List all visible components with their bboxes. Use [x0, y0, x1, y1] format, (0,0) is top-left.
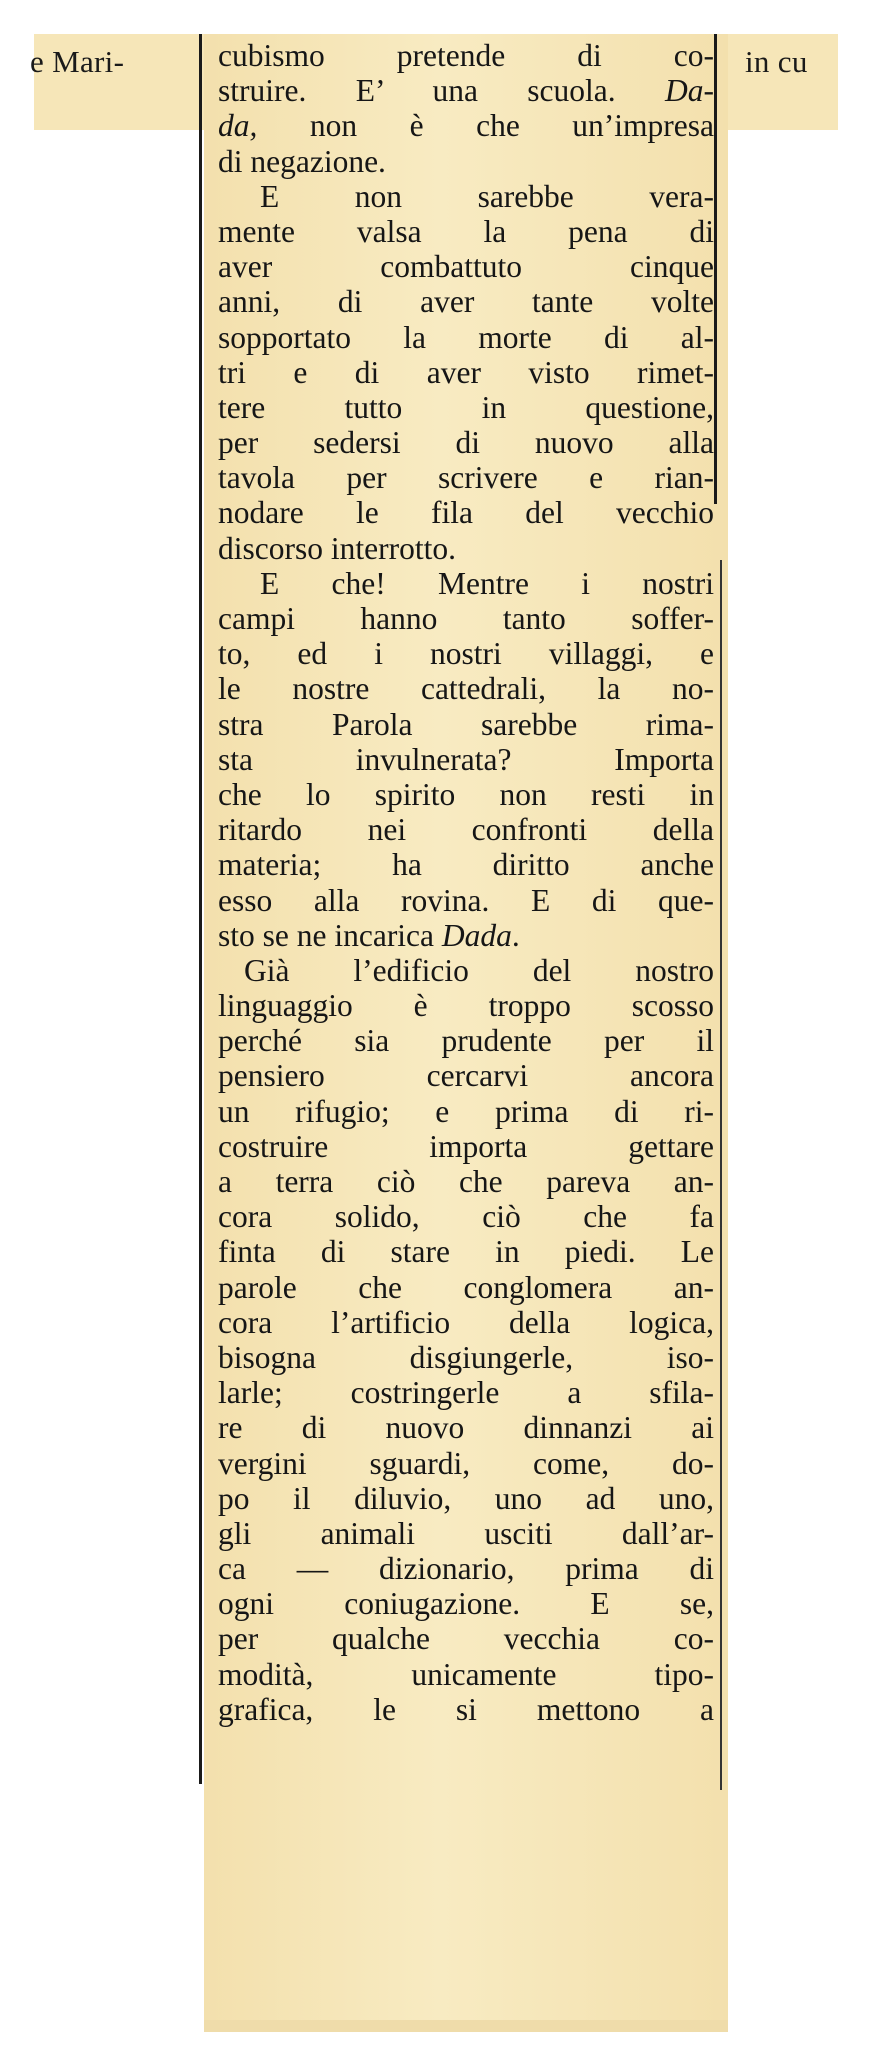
article-line: finta di stare in piedi. Le [218, 1234, 714, 1270]
article-line: cora solido, ciò che fa [218, 1199, 714, 1235]
article-line: stra Parola sarebbe rima- [218, 706, 714, 742]
article-line: larle; costringerle a sfila- [218, 1375, 714, 1411]
article-line: un rifugio; e prima di ri- [218, 1093, 714, 1129]
article-line: sto se ne incarica Dada. [218, 917, 520, 953]
article-line: cora l’artificio della logica, [218, 1304, 714, 1340]
article-line: to, ed i nostri villaggi, e [218, 636, 714, 672]
article-line: aver combattuto cinque [218, 249, 714, 285]
article-line: re di nuovo dinnanzi ai [218, 1410, 714, 1446]
article-line: modità, unicamente tipo- [218, 1656, 714, 1692]
article-line: a terra ciò che pareva an- [218, 1164, 714, 1199]
article-line: parole che conglomera an- [218, 1269, 714, 1305]
article-line: costruire importa gettare [218, 1128, 714, 1164]
article-text-column [218, 38, 714, 1727]
article-line: ogni coniugazione. E se, [218, 1586, 714, 1622]
article-line: gli animali usciti dall’ar- [218, 1515, 714, 1551]
article-line: per qualche vecchia co- [218, 1621, 714, 1657]
article-line: da, non è che un’impresa [218, 108, 714, 144]
article-line: Già l’edificio del nostro [244, 952, 714, 988]
article-line: cubismo pretende di co- [218, 38, 714, 73]
article-line: di negazione. [218, 143, 386, 179]
column-rule-right-lower [720, 560, 722, 1790]
article-line: sopportato la morte di al- [218, 319, 714, 355]
article-line: tere tutto in questione, [218, 389, 714, 425]
article-line: vergini sguardi, come, do- [218, 1445, 714, 1481]
article-line: E non sarebbe vera- [260, 178, 714, 214]
article-line: per sedersi di nuovo alla [218, 425, 714, 461]
article-line: anni, di aver tante volte [218, 284, 714, 320]
column-rule-right [714, 34, 717, 504]
article-line: mente valsa la pena di [218, 213, 714, 249]
article-line: perché sia prudente per il [218, 1023, 714, 1059]
article-line: linguaggio è troppo scosso [218, 988, 714, 1024]
article-line: E che! Mentre i nostri [260, 565, 714, 601]
clipping-bottom-edge [204, 2020, 728, 2032]
article-line: tri e di aver visto rimet- [218, 354, 714, 390]
article-line: esso alla rovina. E di que- [218, 882, 714, 918]
article-line: struire. E’ una scuola. Da- [218, 73, 714, 109]
article-line: ca — dizionario, prima di [218, 1551, 714, 1587]
article-line: po il diluvio, uno ad uno, [218, 1480, 714, 1516]
article-line: campi hanno tanto soffer- [218, 601, 714, 636]
article-line: che lo spirito non resti in [218, 776, 714, 812]
column-rule-left [199, 34, 202, 1784]
right-column-fragment: in cu [745, 44, 808, 79]
article-line: bisogna disgiungerle, iso- [218, 1339, 714, 1375]
article-line: discorso interrotto. [218, 530, 456, 566]
article-line: grafica, le si mettono a [218, 1691, 714, 1727]
left-column-fragment: e Mari- [30, 44, 125, 79]
article-line: ritardo nei confronti della [218, 812, 714, 848]
article-line: tavola per scrivere e rian- [218, 460, 714, 496]
article-line: le nostre cattedrali, la no- [218, 671, 714, 707]
article-line: sta invulnerata? Importa [218, 741, 714, 777]
article-line: materia; ha diritto anche [218, 847, 714, 883]
article-line: nodare le fila del vecchio [218, 495, 714, 531]
article-line: pensiero cercarvi ancora [218, 1058, 714, 1094]
